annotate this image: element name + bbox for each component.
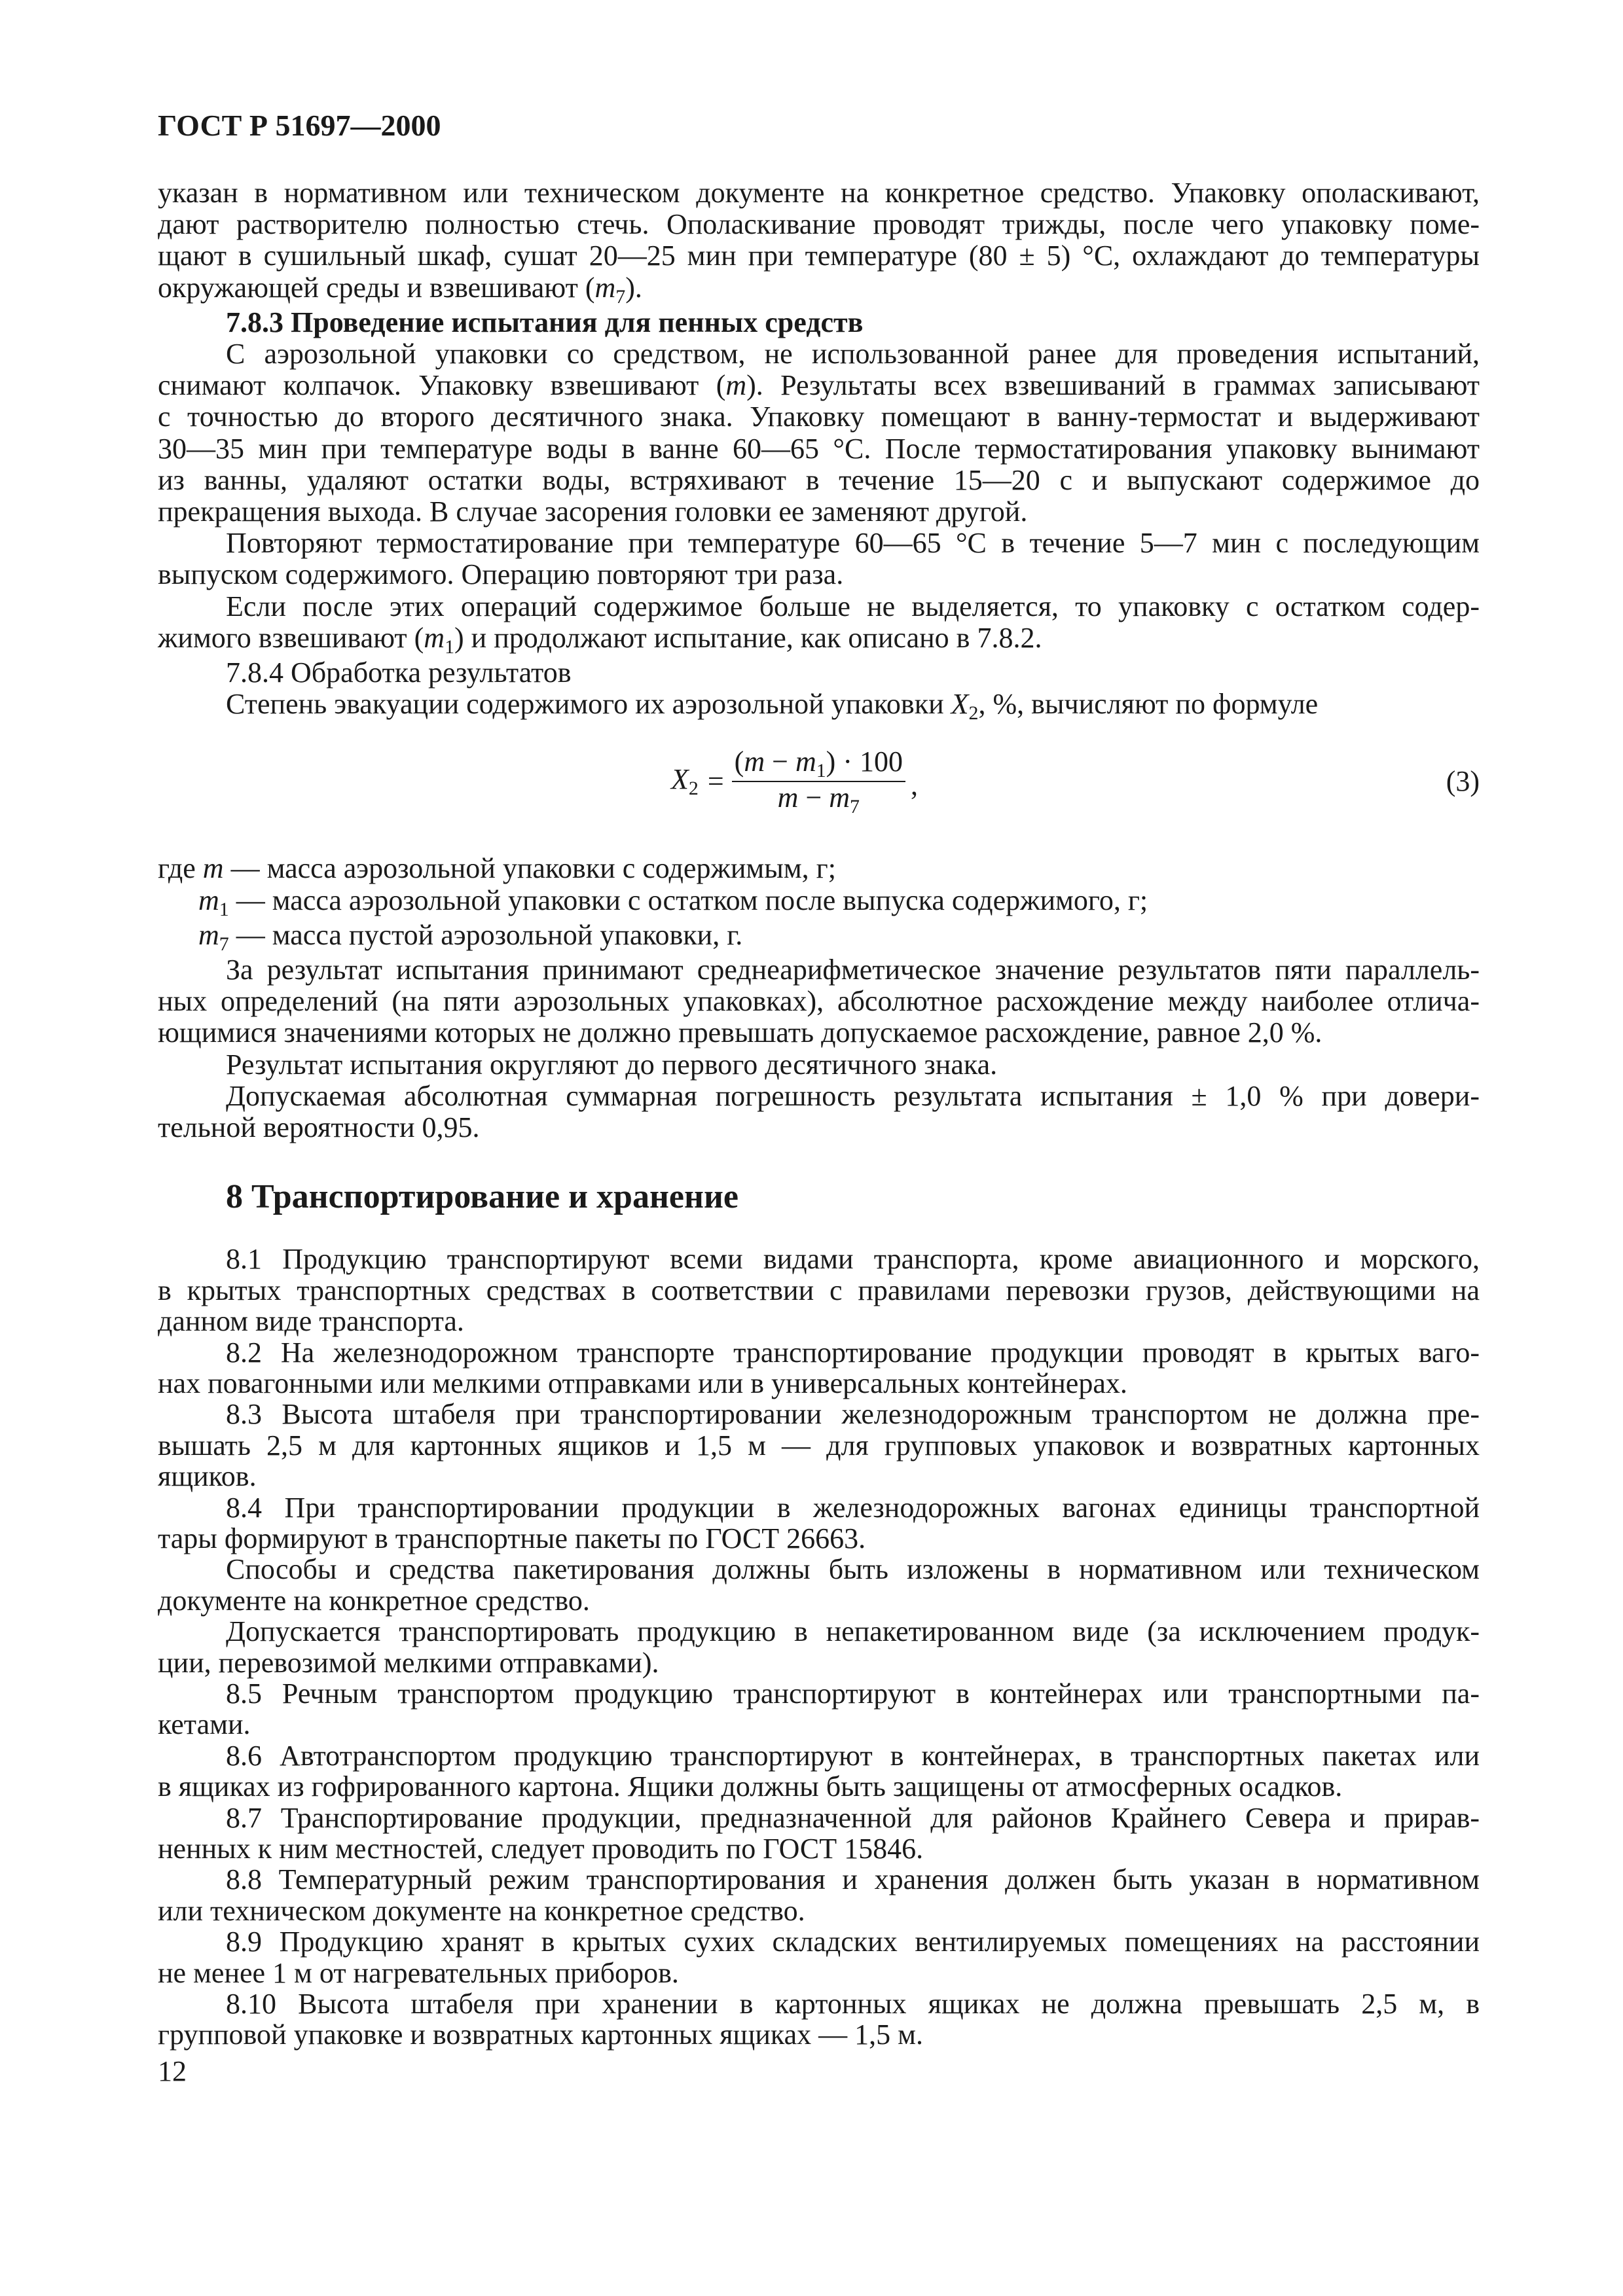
text-line: [158, 370, 1480, 401]
text-line: [158, 1337, 1480, 1368]
text-line: [158, 209, 1480, 240]
text-line: [158, 1895, 1480, 1926]
text-run: не менее 1 м от нагревательных приборов.: [158, 1956, 679, 1989]
paragraph: [158, 1616, 1480, 1678]
page-body: [158, 177, 1480, 2087]
text-run: Допускаемая абсолютная суммарная погрешность результата испытания ± 1,0 % при довери-: [226, 1079, 1480, 1112]
text-run: или техническом документе на конкретное средство.: [158, 1894, 805, 1927]
paragraph: [158, 1678, 1480, 1740]
text-run: документе на конкретное средство.: [158, 1584, 590, 1617]
text-line: [158, 338, 1480, 370]
text-line: [158, 1399, 1480, 1429]
italic-symbol: m: [594, 271, 616, 304]
fraction: [732, 747, 905, 816]
text-line: [158, 1554, 1480, 1585]
paragraph: [158, 1049, 1480, 1081]
text-run: ции, перевозимой мелкими отправками).: [158, 1646, 659, 1679]
text-run: За результат испытания принимают среднеарифметическое значение результатов пяти параллель-: [226, 954, 1480, 986]
text-run: 8.8 Температурный режим транспортирования и хранения должен быть указан в нормативном: [226, 1863, 1480, 1896]
text-run: (: [734, 745, 744, 778]
italic-symbol: m: [424, 621, 445, 654]
text-line: [158, 559, 1480, 590]
text-run: Повторяют термостатирование при температуре 60—65 °С в течение 5—7 мин с последующим: [226, 527, 1480, 560]
subscript: 7: [850, 795, 860, 817]
subscript: 2: [968, 702, 979, 725]
text-run: С аэрозольной упаковки со средством, не использованной ранее для проведения испытаний,: [226, 338, 1480, 370]
text-run: Результат испытания округляют до первого десятичного знака.: [226, 1048, 998, 1081]
text-run: — масса аэрозольной упаковки с содержимым, г;: [223, 852, 836, 885]
text-run: Способы и средства пакетирования должны быть изложены в нормативном или техническом: [226, 1553, 1480, 1586]
text-line: [158, 1017, 1480, 1049]
text-run: ). Результаты всех взвешиваний в граммах записывают: [746, 369, 1480, 402]
text-line: [158, 433, 1480, 465]
text-line: [158, 1368, 1480, 1399]
text-run: 30—35 мин при температуре воды в ванне 60—65 °С. После термостатирования упаковку вынимают: [158, 432, 1480, 465]
text-run: ) и продолжают испытание, как описано в 7.8.2.: [454, 621, 1042, 654]
text-line: [158, 465, 1480, 496]
text-run: вышать 2,5 м для картонных ящиков и 1,5 м — для групповых упаковок и возвратных картонных: [158, 1429, 1480, 1462]
text-line: [158, 591, 1480, 622]
text-line: [158, 1585, 1480, 1616]
paragraph: [158, 1244, 1480, 1336]
italic-symbol: m: [202, 852, 224, 885]
text-line: [158, 1678, 1480, 1709]
text-line: [158, 1244, 1480, 1274]
text-line: [158, 1958, 1480, 1988]
italic-symbol: m: [795, 745, 816, 778]
foam-test-paragraphs: [158, 338, 1480, 657]
text-line: [158, 1306, 1480, 1336]
subsection-heading-7-8-4: 7.8.4 Обработка результатов: [226, 656, 572, 689]
paragraph: [158, 1864, 1480, 1926]
text-run: тары формируют в транспортные пакеты по ГОСТ 26663.: [158, 1522, 866, 1554]
text-line: [158, 1926, 1480, 1957]
text-line: [158, 1430, 1480, 1461]
text-run: ненных к ним местностей, следует проводить по ГОСТ 15846.: [158, 1833, 924, 1865]
paragraph: [158, 1803, 1480, 1865]
text-line: [158, 1492, 1480, 1523]
text-run: кетами.: [158, 1708, 251, 1741]
italic-symbol: m: [744, 745, 765, 778]
italic-symbol: X: [951, 688, 969, 721]
paragraph: [158, 1740, 1480, 1803]
text-run: 8.10 Высота штабеля при хранении в картонных ящиках не должна превышать 2,5 м, в: [226, 1988, 1480, 2020]
italic-symbol: m: [198, 884, 219, 916]
text-run: окружающей среды и взвешивают (: [158, 271, 595, 304]
formula-lhs: [671, 764, 699, 798]
text-run: щают в сушильный шкаф, сушат 20—25 мин при температуре (80 ± 5) °С, охлаждают до температуры: [158, 240, 1480, 272]
formula-comma: ,: [910, 768, 918, 801]
text-run: Допускается транспортировать продукцию в непакетированном виде (за исключением продук-: [226, 1615, 1480, 1648]
paragraph: [158, 1399, 1480, 1492]
text-run: прекращения выхода. В случае засорения головки ее заменяют другой.: [158, 495, 1028, 528]
text-run: в ящиках из гофрированного картона. Ящики должны быть защищены от атмосферных осадков.: [158, 1770, 1343, 1803]
text-line: [158, 1864, 1480, 1895]
text-run: тельной вероятности 0,95.: [158, 1111, 480, 1144]
text-run: где: [158, 852, 203, 885]
text-line: [158, 1709, 1480, 1740]
text-line: [158, 1803, 1480, 1833]
subscript: 7: [615, 285, 626, 308]
text-run: 8.5 Речным транспортом продукцию транспортируют в контейнерах или транспортными па-: [226, 1677, 1480, 1710]
text-line: [158, 853, 1480, 884]
text-run: 8.3 Высота штабеля при транспортировании железнодорожным транспортом не должна пре-: [226, 1398, 1480, 1431]
formula-3: [158, 723, 1480, 853]
text-run: 8.1 Продукцию транспортируют всеми видами транспорта, кроме авиационного и морского,: [226, 1243, 1480, 1276]
text-run: групповой упаковке и возвратных картонных ящиках — 1,5 м.: [158, 2018, 924, 2051]
section-7-continued: [158, 177, 1480, 1143]
numerator: [732, 747, 905, 782]
text-run: снимают колпачок. Упаковку взвешивают (: [158, 369, 726, 402]
italic-symbol: m: [725, 369, 747, 402]
text-run: в крытых транспортных средствах в соответствии с правилами перевозки грузов, действующими на: [158, 1274, 1480, 1306]
text-line: [158, 1833, 1480, 1864]
subscript: 1: [219, 898, 229, 920]
text-line: [158, 528, 1480, 559]
text-line: [158, 920, 1480, 954]
text-line: [158, 240, 1480, 272]
text-run: указан в нормативном или техническом документе на конкретное средство. Упаковку ополаскивают,: [158, 177, 1480, 209]
text-run: ) · 100: [826, 745, 903, 778]
subsection-heading-7-8-3: 7.8.3 Проведение испытания для пенных средств: [226, 306, 864, 338]
text-line: [158, 401, 1480, 433]
text-run: ных определений (на пяти аэрозольных упаковках), абсолютное расхождение между наиболее отлича-: [158, 985, 1480, 1018]
section-heading-8: 8 Транспортирование и хранение: [226, 1178, 739, 1216]
text-line: [158, 496, 1480, 528]
subscript: 1: [816, 759, 826, 781]
text-line: [158, 1049, 1480, 1081]
text-line: [158, 1112, 1480, 1143]
text-line: [158, 1275, 1480, 1306]
paragraph: [158, 1492, 1480, 1554]
text-run: — масса пустой аэрозольной упаковки, г.: [228, 918, 743, 951]
paragraph: [158, 1337, 1480, 1399]
italic-symbol: m: [198, 918, 219, 951]
text-run: 8.4 При транспортировании продукции в железнодорожных вагонах единицы транспортной: [226, 1491, 1480, 1524]
text-run: −: [798, 781, 830, 814]
italic-symbol: m: [777, 781, 799, 814]
text-line: [158, 954, 1480, 986]
text-line: [158, 1988, 1480, 2019]
text-run: жимого взвешивают (: [158, 621, 424, 654]
paragraph: [158, 1926, 1480, 1988]
subscript: 2: [688, 778, 699, 800]
text-run: из ванны, удаляют остатки воды, встряхивают в течение 15—20 с и выпускают содержимое до: [158, 463, 1480, 496]
text-run: ющимися значениями которых не должно превышать допускаемое расхождение, равное 2,0 %.: [158, 1016, 1322, 1049]
denominator: [732, 782, 905, 816]
paragraph: [158, 1081, 1480, 1143]
paragraph: [158, 1988, 1480, 2051]
text-run: нах повагонными или мелкими отправками или в универсальных контейнерах.: [158, 1367, 1127, 1399]
text-run: 8.7 Транспортирование продукции, предназначенной для районов Крайнего Севера и прирав-: [226, 1801, 1480, 1834]
paragraph: [158, 338, 1480, 528]
text-line: [158, 1740, 1480, 1771]
text-run: Степень эвакуации содержимого их аэрозольной упаковки: [226, 688, 951, 721]
variable-definitions: [158, 853, 1480, 954]
text-line: [158, 272, 1480, 307]
text-run: 8.2 На железнодорожном транспорте транспортирование продукции проводят в крытых ваго-: [226, 1336, 1480, 1369]
section-8-paragraphs: [158, 1244, 1480, 2051]
equation-number: (3): [1446, 765, 1480, 798]
paragraph: [158, 954, 1480, 1049]
text-line: [158, 177, 1480, 209]
text-run: ).: [625, 271, 642, 304]
paragraph: [158, 177, 1480, 307]
text-run: данном виде транспорта.: [158, 1305, 464, 1338]
text-run: — масса аэрозольной упаковки с остатком после выпуска содержимого, г;: [228, 884, 1148, 916]
text-line: [158, 1461, 1480, 1492]
text-run: с точностью до второго десятичного знака. Упаковку помещают в ванну-термостат и выдерживают: [158, 401, 1480, 433]
text-line: [158, 885, 1480, 920]
text-line: [158, 1616, 1480, 1647]
text-line: [158, 1647, 1480, 1678]
equals-sign: =: [707, 764, 724, 797]
text-run: выпуском содержимого. Операцию повторяют три раза.: [158, 558, 844, 591]
italic-symbol: X: [671, 763, 689, 796]
page-number: 12: [158, 2054, 187, 2087]
text-line: [158, 1523, 1480, 1554]
text-line: [158, 1081, 1480, 1112]
text-line: [158, 622, 1480, 657]
paragraph: [158, 591, 1480, 657]
paragraph: [158, 1554, 1480, 1616]
section-8: [158, 1177, 1480, 2051]
text-line: [158, 986, 1480, 1017]
subscript: 7: [219, 933, 229, 955]
text-run: Если после этих операций содержимое больше не выделяется, то упаковку с остатком содер-: [226, 590, 1480, 622]
italic-symbol: m: [829, 781, 850, 814]
results-paragraphs: [158, 954, 1480, 1143]
paragraph: [158, 528, 1480, 590]
text-run: −: [765, 745, 795, 778]
text-run: ящиков.: [158, 1460, 257, 1493]
text-line: [158, 1771, 1480, 1802]
document-header: ГОСТ Р 51697—2000: [158, 109, 441, 142]
text-run: 8.9 Продукцию хранят в крытых сухих складских вентилируемых помещениях на расстоянии: [226, 1926, 1480, 1958]
text-run: 8.6 Автотранспортом продукцию транспортируют в контейнерах, в транспортных пакетах или: [226, 1739, 1480, 1772]
subscript: 1: [445, 636, 455, 658]
text-line: [158, 2019, 1480, 2050]
text-run: , %, вычисляют по формуле: [978, 688, 1319, 721]
formula-intro: [158, 689, 1480, 723]
text-run: дают растворителю полностью стечь. Ополаскивание проводят трижды, после чего упаковку поме-: [158, 208, 1480, 241]
